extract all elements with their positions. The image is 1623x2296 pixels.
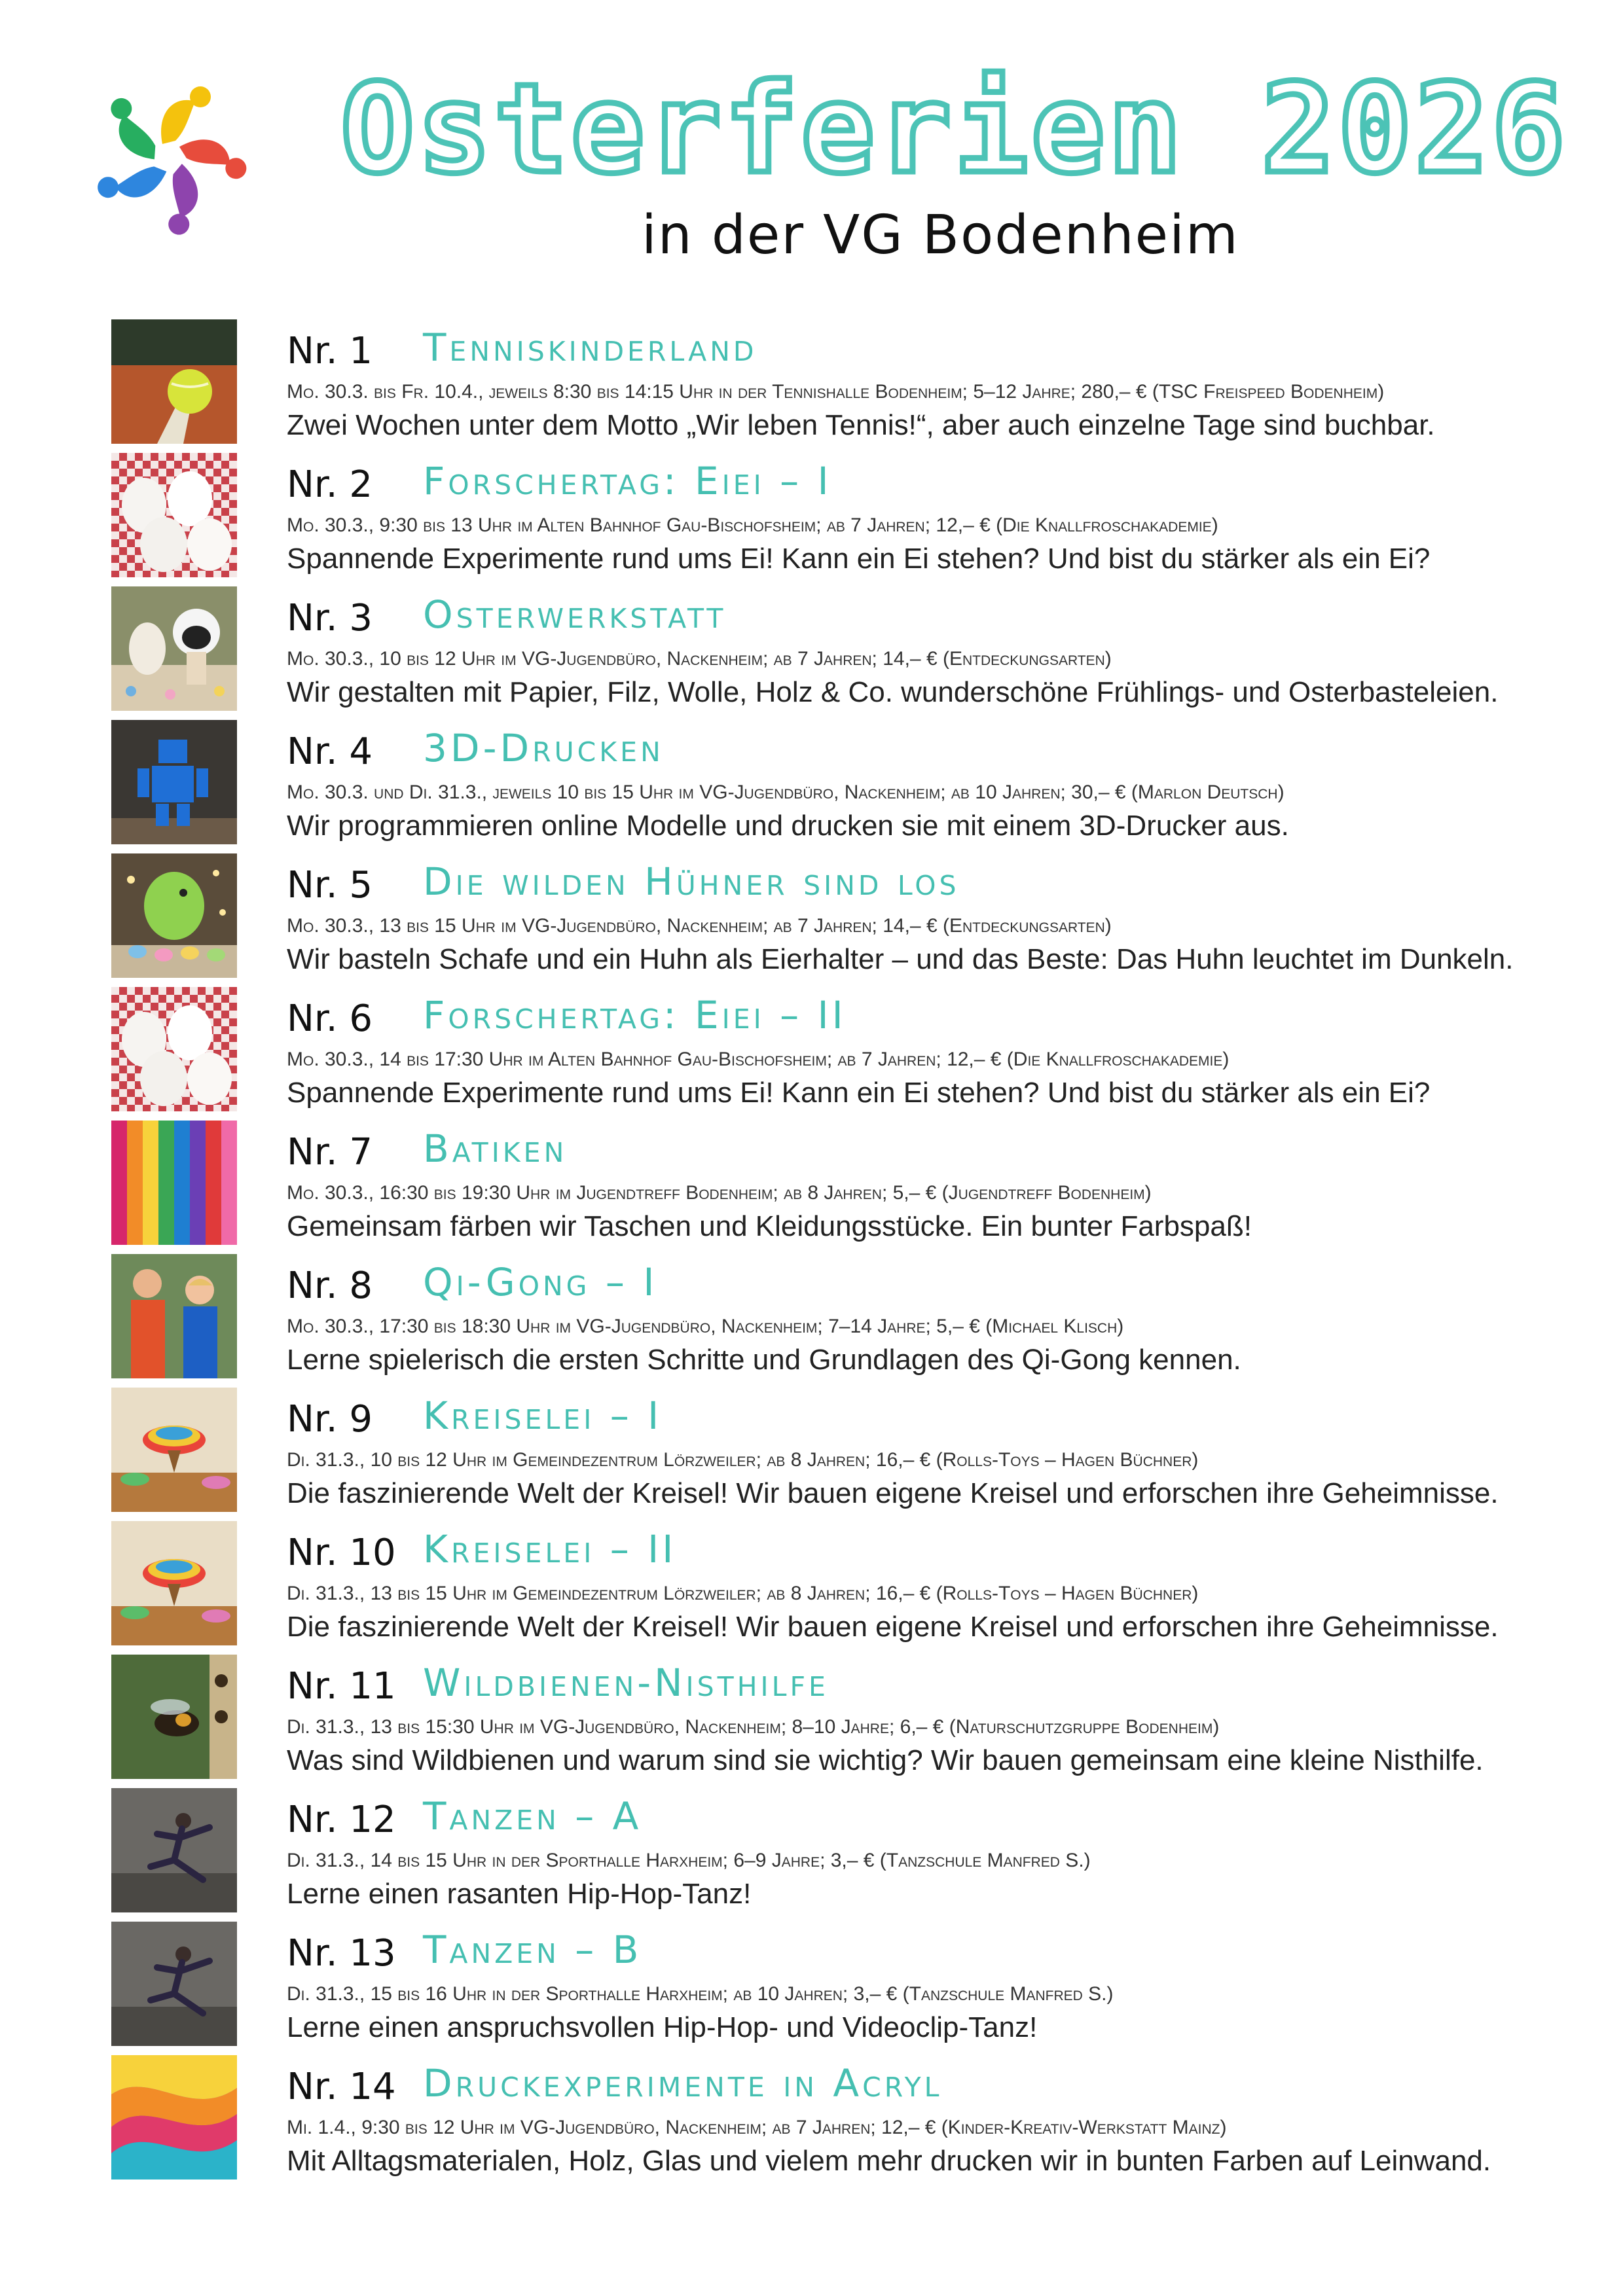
event-number: Nr. 10: [287, 1532, 396, 1574]
event-item: [0, 453, 1623, 586]
event-details: Mo. 30.3. bis Fr. 10.4., jeweils 8:30 bis 14:15 Uhr in der Tennishalle Bodenheim; 5–12 Jahre; 280,– € (TSC Freispeed Bodenheim): [287, 381, 1385, 403]
dancer-jump-photo: [111, 1788, 237, 1912]
event-details: Di. 31.3., 15 bis 16 Uhr in der Sporthalle Harxheim; ab 10 Jahren; 3,– € (Tanzschule Manfred S.): [287, 1983, 1114, 2005]
event-details: Mo. 30.3. und Di. 31.3., jeweils 10 bis 15 Uhr im VG-Jugendbüro, Nackenheim; ab 10 Jahren; 30,– € (Marlon Deutsch): [287, 781, 1285, 803]
event-description: Lerne einen anspruchsvollen Hip-Hop- und Videoclip-Tanz!: [287, 2011, 1038, 2043]
event-details: Mo. 30.3., 10 bis 12 Uhr im VG-Jugendbüro, Nackenheim; ab 7 Jahren; 14,– € (Entdeckungsarten): [287, 648, 1112, 670]
event-title: 3D-Drucken: [423, 726, 664, 770]
event-item: [0, 1254, 1623, 1388]
logo: [77, 72, 261, 242]
event-item: [0, 1655, 1623, 1788]
event-item: [0, 319, 1623, 453]
acrylic-paint-photo: [111, 2055, 237, 2179]
event-number: Nr. 2: [287, 463, 373, 506]
easter-crafts-photo: [111, 586, 237, 711]
pinwheel-figures-icon: [77, 72, 261, 242]
event-item: [0, 720, 1623, 853]
event-description: Wir programmieren online Modelle und drucken sie mit einem 3D-Drucker aus.: [287, 810, 1289, 842]
event-item: [0, 586, 1623, 720]
event-title: Forschertag: Eiei – I: [423, 459, 832, 503]
event-description: Zwei Wochen unter dem Motto „Wir leben Tennis!“, aber auch einzelne Tage sind buchbar.: [287, 409, 1435, 441]
event-description: Lerne einen rasanten Hip-Hop-Tanz!: [287, 1878, 752, 1910]
spinning-tops-photo: [111, 1388, 237, 1512]
event-description: Gemeinsam färben wir Taschen und Kleidungsstücke. Ein bunter Farbspaß!: [287, 1210, 1252, 1242]
event-item: [0, 1121, 1623, 1254]
page-title: Osterferien 2026: [340, 58, 1568, 201]
event-description: Die faszinierende Welt der Kreisel! Wir bauen eigene Kreisel und erforschen ihre Geheimnisse.: [287, 1611, 1499, 1643]
event-title: Die wilden Hühner sind los: [423, 859, 960, 904]
event-number: Nr. 5: [287, 864, 373, 906]
event-item: [0, 1788, 1623, 1922]
children-qigong-photo: [111, 1254, 237, 1378]
tie-dye-fabric-photo: [111, 1121, 237, 1245]
event-details: Di. 31.3., 13 bis 15 Uhr im Gemeindezentrum Lörzweiler; ab 8 Jahren; 16,– € (Rolls-Toys – Hagen Büchner): [287, 1583, 1199, 1604]
event-details: Mo. 30.3., 9:30 bis 13 Uhr im Alten Bahnhof Gau-Bischofsheim; ab 7 Jahren; 12,– € (Die Knallfroschakademie): [287, 514, 1218, 536]
event-description: Wir basteln Schafe und ein Huhn als Eierhalter – und das Beste: Das Huhn leuchtet im Dunkeln.: [287, 943, 1514, 975]
blue-robot-figure-photo: [111, 720, 237, 844]
event-number: Nr. 4: [287, 730, 373, 773]
wild-bee-photo: [111, 1655, 237, 1779]
event-title: Qi-Gong – I: [423, 1260, 658, 1304]
event-title: Druckexperimente in Acryl: [423, 2061, 943, 2106]
event-details: Di. 31.3., 14 bis 15 Uhr in der Sporthalle Harxheim; 6–9 Jahre; 3,– € (Tanzschule Manfred S.): [287, 1850, 1091, 1871]
event-item: [0, 853, 1623, 987]
event-title: Tanzen – A: [423, 1794, 642, 1839]
event-number: Nr. 14: [287, 2066, 396, 2108]
glowing-chicken-photo: [111, 853, 237, 978]
event-number: Nr. 8: [287, 1265, 373, 1307]
event-number: Nr. 13: [287, 1932, 396, 1975]
event-description: Mit Alltagsmaterialen, Holz, Glas und vielem mehr drucken wir in bunten Farben auf Leinwand.: [287, 2145, 1491, 2177]
event-description: Die faszinierende Welt der Kreisel! Wir bauen eigene Kreisel und erforschen ihre Geheimnisse.: [287, 1477, 1499, 1509]
event-number: Nr. 9: [287, 1398, 373, 1441]
event-title: Wildbienen-Nisthilfe: [423, 1660, 829, 1705]
tennis-ball-photo: [111, 319, 237, 444]
event-title: Forschertag: Eiei – II: [423, 993, 847, 1037]
event-title: Kreiselei – I: [423, 1393, 663, 1438]
event-details: Mo. 30.3., 13 bis 15 Uhr im VG-Jugendbüro, Nackenheim; ab 7 Jahren; 14,– € (Entdeckungsarten): [287, 915, 1112, 937]
event-description: Spannende Experimente rund ums Ei! Kann ein Ei stehen? Und bist du stärker als ein Ei?: [287, 543, 1431, 575]
event-description: Lerne spielerisch die ersten Schritte und Grundlagen des Qi-Gong kennen.: [287, 1344, 1241, 1376]
event-title: Osterwerkstatt: [423, 592, 727, 637]
event-number: Nr. 12: [287, 1799, 396, 1841]
event-number: Nr. 3: [287, 597, 373, 639]
event-title: Batiken: [423, 1126, 568, 1171]
event-item: [0, 1922, 1623, 2055]
event-description: Was sind Wildbienen und warum sind sie wichtig? Wir bauen gemeinsam eine kleine Nisthilfe.: [287, 1744, 1484, 1776]
event-description: Spannende Experimente rund ums Ei! Kann ein Ei stehen? Und bist du stärker als ein Ei?: [287, 1077, 1431, 1109]
event-details: Mo. 30.3., 17:30 bis 18:30 Uhr im VG-Jugendbüro, Nackenheim; 7–14 Jahre; 5,– € (Michael Klisch): [287, 1316, 1124, 1337]
event-details: Di. 31.3., 13 bis 15:30 Uhr im VG-Jugendbüro, Nackenheim; 8–10 Jahre; 6,– € (Naturschutzgruppe Bodenheim): [287, 1716, 1220, 1738]
event-title: Tenniskinderland: [423, 325, 757, 370]
event-number: Nr. 1: [287, 330, 373, 372]
event-title: Tanzen – B: [423, 1928, 642, 1972]
event-description: Wir gestalten mit Papier, Filz, Wolle, Holz & Co. wunderschöne Frühlings- und Osterbasteleien.: [287, 676, 1499, 708]
event-number: Nr. 11: [287, 1665, 396, 1708]
event-number: Nr. 6: [287, 997, 373, 1040]
event-number: Nr. 7: [287, 1131, 373, 1174]
event-title: Kreiselei – II: [423, 1527, 677, 1571]
event-item: [0, 2055, 1623, 2189]
dancer-jump-photo: [111, 1922, 237, 2046]
event-details: Di. 31.3., 10 bis 12 Uhr im Gemeindezentrum Lörzweiler; ab 8 Jahren; 16,– € (Rolls-Toys – Hagen Büchner): [287, 1449, 1199, 1471]
event-item: [0, 1388, 1623, 1521]
spinning-tops-photo: [111, 1521, 237, 1645]
event-details: Mi. 1.4., 9:30 bis 12 Uhr im VG-Jugendbüro, Nackenheim; ab 7 Jahren; 12,– € (Kinder-Kreativ-Werkstatt Mainz): [287, 2117, 1227, 2138]
event-item: [0, 1521, 1623, 1655]
page-subtitle: in der VG Bodenheim: [642, 204, 1239, 266]
event-list: [0, 319, 1623, 2189]
event-item: [0, 987, 1623, 1121]
event-details: Mo. 30.3., 16:30 bis 19:30 Uhr im Jugendtreff Bodenheim; ab 8 Jahren; 5,– € (Jugendtreff Bodenheim): [287, 1182, 1152, 1204]
event-details: Mo. 30.3., 14 bis 17:30 Uhr im Alten Bahnhof Gau-Bischofsheim; ab 7 Jahren; 12,– € (Die Knallfroschakademie): [287, 1049, 1230, 1070]
eggs-photo: [111, 987, 237, 1111]
eggs-photo: [111, 453, 237, 577]
